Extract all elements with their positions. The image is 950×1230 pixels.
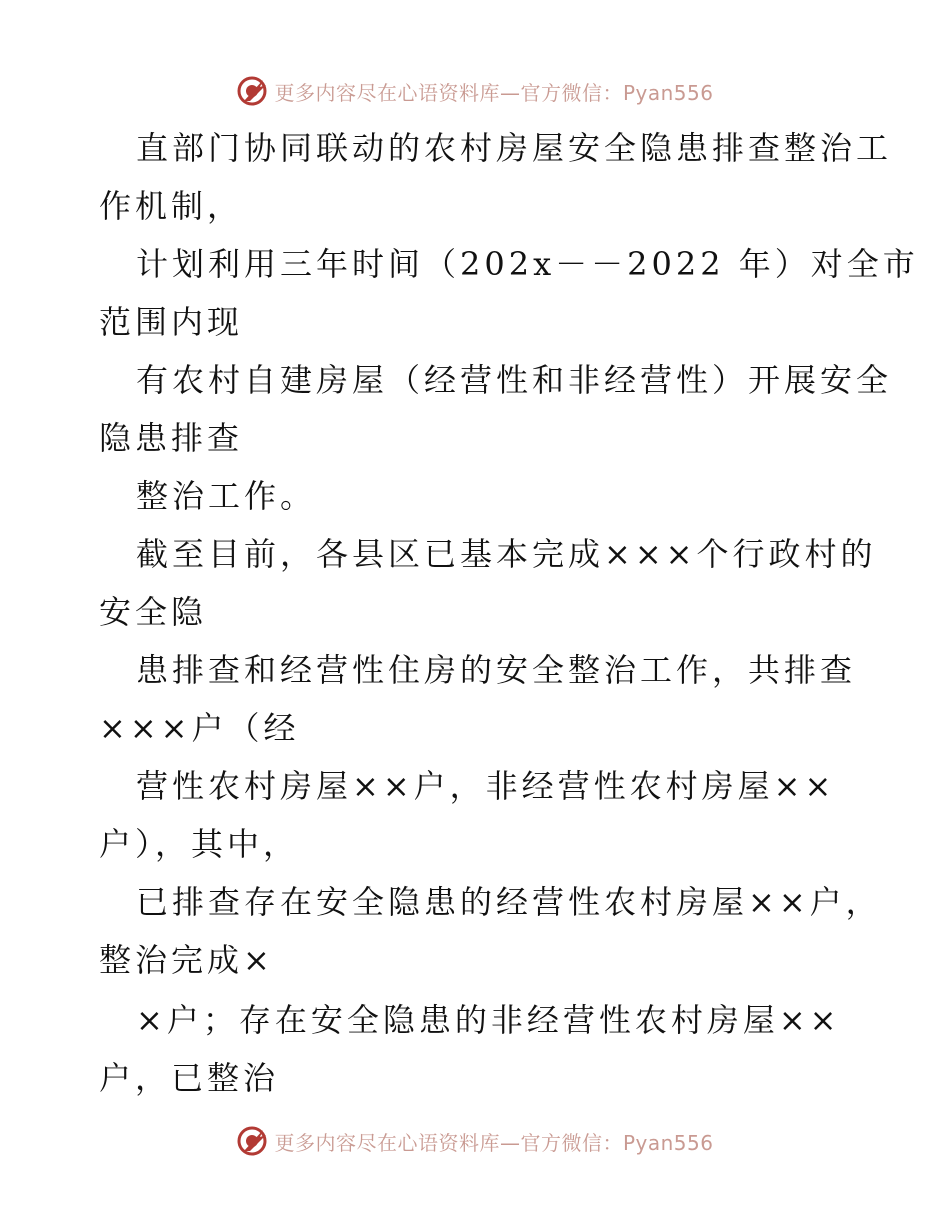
text-line: ×户；存在安全隐患的非经营性农村房屋××: [136, 1001, 841, 1039]
text-line: 已排查存在安全隐患的经营性农村房屋××户，: [136, 883, 882, 921]
text-line: ×××户（经: [99, 709, 300, 747]
text-line: 直部门协同联动的农村房屋安全隐患排查整治工: [136, 129, 893, 167]
text-line: 户），其中，: [99, 825, 300, 863]
text-line: 计划利用三年时间（202x－－2022 年）对全市: [136, 245, 919, 283]
footer-banner-text: 更多内容尽在心语资料库—官方微信：Pyan556: [274, 1130, 714, 1155]
header-banner-text: 更多内容尽在心语资料库—官方微信：Pyan556: [274, 80, 714, 105]
text-line: 隐患排查: [99, 419, 244, 457]
text-line: 整治工作。: [136, 477, 317, 515]
text-line: 整治完成×: [99, 941, 274, 979]
footer-banner: [0, 1121, 950, 1161]
text-line: 作机制，: [99, 187, 244, 225]
text-line: 患排查和经营性住房的安全整治工作，共排查: [136, 651, 857, 689]
text-line: 范围内现: [99, 303, 244, 341]
text-line: 安全隐: [99, 593, 208, 631]
text-line: 截至目前，各县区已基本完成×××个行政村的: [136, 535, 877, 573]
text-line: 户，已整治: [99, 1059, 280, 1097]
text-line: 有农村自建房屋（经营性和非经营性）开展安全: [136, 361, 893, 399]
quill-pen-logo-icon: [236, 1125, 268, 1157]
text-line: 营性农村房屋××户，非经营性农村房屋××: [136, 767, 836, 805]
